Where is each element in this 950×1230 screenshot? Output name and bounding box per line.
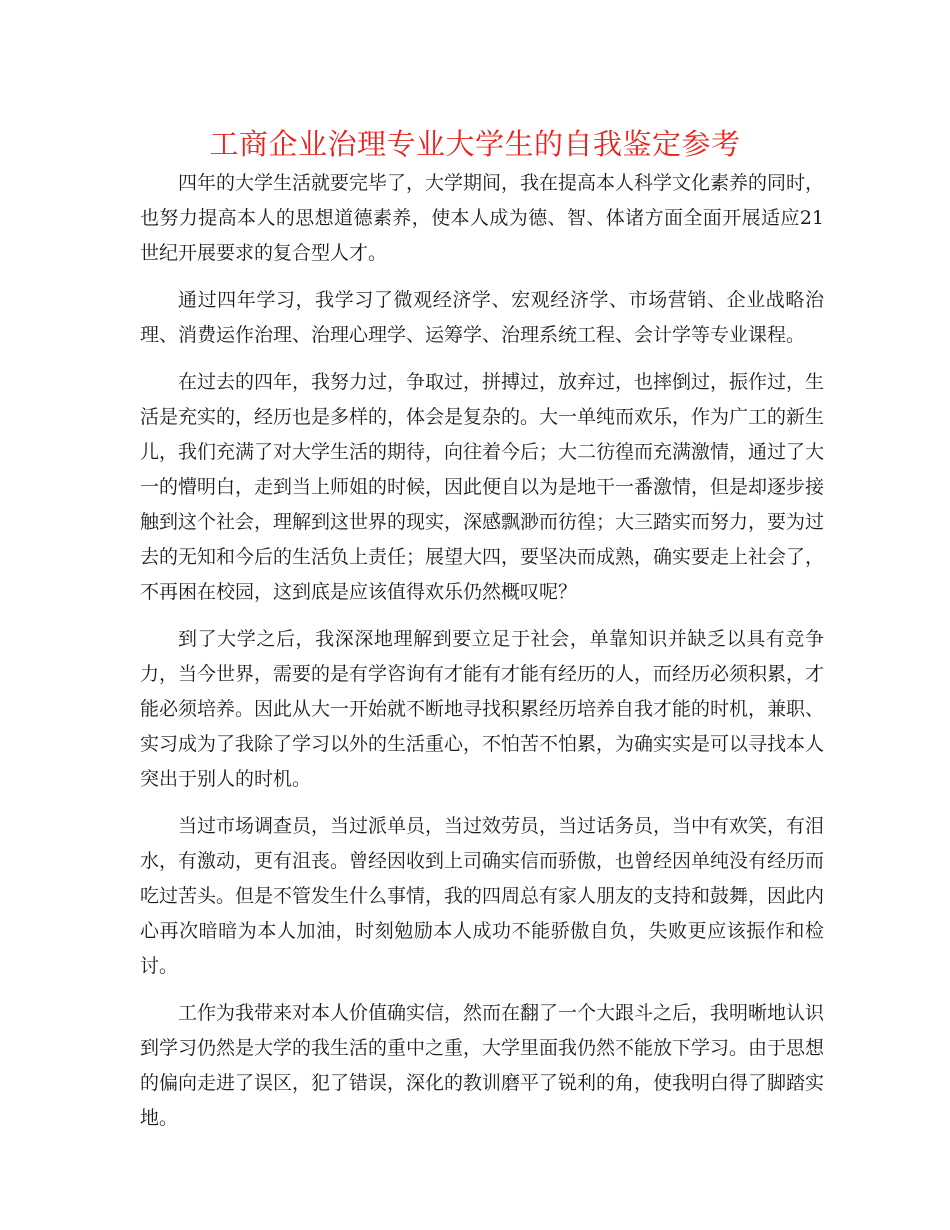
paragraph-5: 当过市场调查员，当过派单员，当过效劳员，当过话务员，当中有欢笑，有泪水，有激动，更有沮丧。曾经因收到上司确实信而骄傲，也曾经因单纯没有经历而吃过苦头。但是不管发生什么事情，我的四周总有家人朋友的支持和鼓舞，因此内心再次暗暗为本人加油，时刻勉励本人成功不能骄傲自负，失败更应该振作和检讨。 — [140, 815, 825, 977]
document-title: 工商企业治理专业大学生的自我鉴定参考 — [209, 127, 741, 161]
paragraph-2: 通过四年学习，我学习了微观经济学、宏观经济学、市场营销、企业战略治理、消费运作治理、治理心理学、运筹学、治理系统工程、会计学等专业课程。 — [140, 289, 824, 346]
paragraph-4: 到了大学之后，我深深地理解到要立足于社会，单靠知识并缺乏以具有竞争力，当今世界，需要的是有学咨询有才能有才能有经历的人，而经历必须积累，才能必须培养。因此从大一开始就不断地寻找积累经历培养自我才能的时机，兼职、实习成为了我除了学习以外的生活重心，不怕苦不怕累，为确实实是可以寻找本人突出于别人的时机。 — [140, 628, 825, 790]
paragraph-6: 工作为我带来对本人价值确实信，然而在翻了一个大跟斗之后，我明晰地认识到学习仍然是大学的我生活的重中之重，大学里面我仍然不能放下学习。由于思想的偏向走进了误区，犯了错误，深化的教训磨平了锐利的角，使我明白得了脚踏实地。 — [140, 1002, 825, 1129]
paragraph-3: 在过去的四年，我努力过，争取过，拼搏过，放弃过，也摔倒过，振作过，生活是充实的，经历也是多样的，体会是复杂的。大一单纯而欢乐，作为广工的新生儿，我们充满了对大学生活的期待，向往着今后；大二彷徨而充满激情，通过了大一的懵明白，走到当上师姐的时候，因此便自以为是地干一番激情，但是却逐步接触到这个社会，理解到这世界的现实，深感飘渺而彷徨；大三踏实而努力，要为过去的无知和今后的生活负上责任；展望大四，要坚决而成熟，确实要走上社会了，不再困在校园，这到底是应该值得欢乐仍然概叹呢？ — [140, 371, 825, 603]
paragraph-1: 四年的大学生活就要完毕了，大学期间，我在提高本人科学文化素养的同时，也努力提高本人的思想道德素养，使本人成为德、智、体诸方面全面开展适应21世纪开展要求的复合型人才。 — [140, 172, 825, 264]
document-body — [140, 166, 824, 1148]
